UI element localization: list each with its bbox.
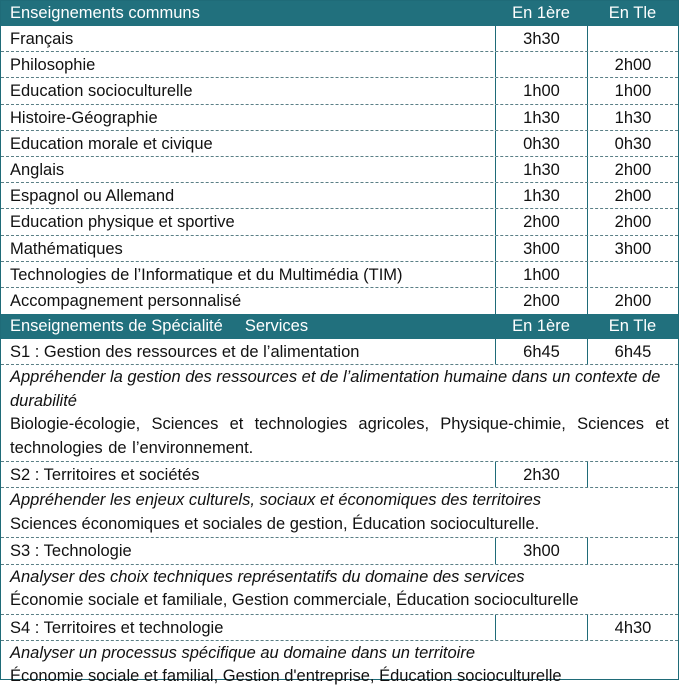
premiere-hours-cell: 1h30 — [495, 183, 587, 208]
subject-cell: Accompagnement personnalisé — [10, 291, 242, 310]
module-objective: Appréhender la gestion des ressources et de l’alimentation humaine dans un contexte de durabilité — [10, 368, 661, 410]
terminale-hours-cell — [587, 538, 678, 563]
terminale-hours-cell: 2h00 — [587, 52, 678, 77]
subject-cell: Education morale et civique — [10, 134, 213, 153]
module-row-s3 — [1, 538, 678, 564]
premiere-hours-cell: 1h30 — [495, 105, 587, 130]
terminale-hours-cell: 1h00 — [587, 78, 678, 103]
subject-cell: Espagnol ou Allemand — [10, 187, 175, 206]
specialty-header-row — [1, 314, 678, 339]
table-row — [1, 52, 678, 78]
common-header-row — [1, 1, 678, 26]
table-row — [1, 288, 678, 314]
table-row — [1, 131, 678, 157]
module-disciplines: Biologie-écologie, Sciences et technologies agricoles, Physique-chimie, Sciences et technologies de l’environnement. — [10, 415, 669, 457]
premiere-hours-cell — [495, 52, 587, 77]
premiere-hours-cell: 2h00 — [495, 288, 587, 314]
table-row — [1, 209, 678, 235]
common-header-title: Enseignements communs — [10, 4, 200, 22]
module-objective: Analyser un processus spécifique au domaine dans un territoire — [10, 643, 476, 662]
premiere-hours-cell: 3h00 — [495, 236, 587, 261]
premiere-hours-cell: 2h30 — [495, 462, 587, 487]
premiere-hours-cell: 3h30 — [495, 26, 587, 51]
module-row-s2 — [1, 462, 678, 488]
terminale-hours-cell — [587, 462, 678, 487]
terminale-hours-cell: 2h00 — [587, 288, 678, 314]
table-row — [1, 262, 678, 288]
module-disciplines: Sciences économiques et sociales de gestion, Éducation socioculturelle. — [10, 514, 540, 533]
premiere-hours-cell: 1h00 — [495, 78, 587, 103]
premiere-hours-cell: 6h45 — [495, 339, 587, 364]
table-row — [1, 157, 678, 183]
subject-cell: Education socioculturelle — [10, 82, 193, 101]
module-row-s1 — [1, 339, 678, 365]
terminale-hours-cell: 6h45 — [587, 339, 678, 364]
module-description-s4 — [1, 641, 678, 690]
common-header-premiere: En 1ère — [512, 4, 570, 22]
subject-cell: Technologies de l’Informatique et du Multimédia (TIM) — [10, 265, 403, 284]
premiere-hours-cell: 2h00 — [495, 209, 587, 234]
premiere-hours-cell: 3h00 — [495, 538, 587, 563]
module-name: S4 : Territoires et technologie — [10, 618, 224, 637]
specialty-header-title — [1, 314, 495, 339]
module-objective: Appréhender les enjeux culturels, sociaux et économiques des territoires — [10, 491, 542, 510]
subject-cell: Histoire-Géographie — [10, 108, 158, 127]
module-description-s2 — [1, 488, 678, 538]
terminale-hours-cell: 4h30 — [587, 615, 678, 640]
module-row-s4 — [1, 615, 678, 641]
subject-cell: Français — [10, 30, 74, 48]
terminale-hours-cell: 3h00 — [587, 236, 678, 261]
subject-cell: Philosophie — [10, 56, 96, 75]
table-row — [1, 236, 678, 262]
specialty-header-terminale: En Tle — [608, 317, 657, 336]
terminale-hours-cell: 2h00 — [587, 183, 678, 208]
module-name: S3 : Technologie — [10, 542, 132, 561]
specialty-subtitle: Services — [244, 317, 309, 336]
premiere-hours-cell: 1h30 — [495, 157, 587, 182]
table-row — [1, 105, 678, 131]
specialty-title: Enseignements de Spécialité — [10, 317, 223, 336]
terminale-hours-cell: 2h00 — [587, 209, 678, 234]
module-disciplines: Économie sociale et familial, Gestion d'entreprise, Éducation socioculturelle — [10, 667, 562, 686]
terminale-hours-cell — [587, 26, 678, 51]
premiere-hours-cell: 1h00 — [495, 262, 587, 287]
terminale-hours-cell: 0h30 — [587, 131, 678, 156]
terminale-hours-cell — [587, 262, 678, 287]
common-header-terminale: En Tle — [608, 4, 657, 22]
premiere-hours-cell — [495, 615, 587, 640]
subject-cell: Mathématiques — [10, 239, 123, 258]
subject-cell: Education physique et sportive — [10, 213, 235, 232]
module-disciplines: Économie sociale et familiale, Gestion commerciale, Éducation socioculturelle — [10, 591, 579, 610]
subject-cell: Anglais — [10, 160, 65, 179]
module-name: S1 : Gestion des ressources et de l’alimentation — [10, 343, 360, 362]
module-description-s3 — [1, 565, 678, 615]
module-name: S2 : Territoires et sociétés — [10, 466, 200, 485]
module-description-s1 — [1, 365, 678, 462]
premiere-hours-cell: 0h30 — [495, 131, 587, 156]
module-objective: Analyser des choix techniques représentatifs du domaine des services — [10, 567, 525, 586]
specialty-header-premiere: En 1ère — [512, 317, 570, 336]
terminale-hours-cell: 1h30 — [587, 105, 678, 130]
table-row — [1, 183, 678, 209]
terminale-hours-cell: 2h00 — [587, 157, 678, 182]
table-row — [1, 78, 678, 104]
table-row — [1, 26, 678, 52]
